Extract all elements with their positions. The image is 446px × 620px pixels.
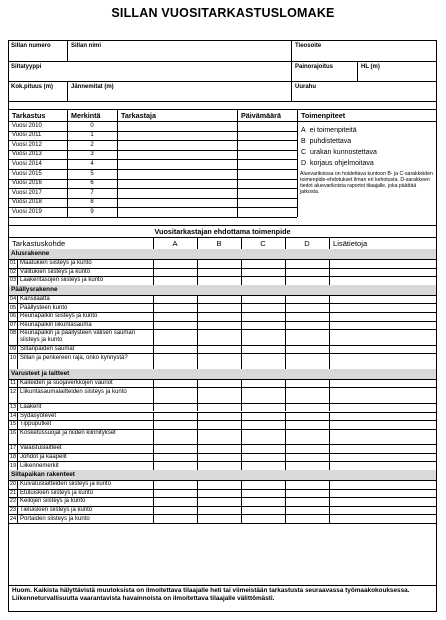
check-cell[interactable] xyxy=(154,429,197,445)
notes-cell[interactable] xyxy=(330,259,435,268)
bridge-number-field[interactable]: Sillan numero xyxy=(11,43,51,49)
notes-cell[interactable] xyxy=(330,329,435,345)
year-cell: Vuosi 2011 xyxy=(12,132,42,139)
check-cell[interactable] xyxy=(242,387,285,403)
check-cell[interactable] xyxy=(286,379,329,388)
check-cell[interactable] xyxy=(198,412,241,421)
check-cell[interactable] xyxy=(198,497,241,506)
check-cell[interactable] xyxy=(198,403,241,412)
section-header xyxy=(9,470,436,480)
item-label: Päällysteen kunto xyxy=(20,304,68,311)
check-cell[interactable] xyxy=(154,403,197,412)
section-header xyxy=(9,285,436,295)
check-cell[interactable] xyxy=(154,461,197,470)
item-label: Laakerit xyxy=(20,404,42,411)
check-cell[interactable] xyxy=(242,276,285,285)
check-cell[interactable] xyxy=(286,461,329,470)
check-cell[interactable] xyxy=(242,268,285,277)
col-item: Tarkastuskohde xyxy=(12,239,66,248)
check-cell[interactable] xyxy=(198,489,241,498)
check-cell[interactable] xyxy=(286,321,329,330)
spans-field[interactable]: Jännemitat (m) xyxy=(71,84,114,90)
item-number: 03 xyxy=(9,277,17,284)
hl-field[interactable]: HL (m) xyxy=(361,64,380,70)
contract-field[interactable]: Uurahu xyxy=(295,84,316,90)
notes-cell[interactable] xyxy=(330,514,435,523)
col-inspection: Tarkastus xyxy=(12,111,46,120)
item-label: Kosketussuojat ja niiden kiinnitykset xyxy=(20,429,116,436)
check-cell[interactable] xyxy=(198,506,241,515)
check-cell[interactable] xyxy=(286,506,329,515)
check-cell[interactable] xyxy=(154,312,197,321)
mark-cell: 5 xyxy=(90,170,94,177)
item-number: 01 xyxy=(9,260,17,267)
check-cell[interactable] xyxy=(198,303,241,312)
col-d: D xyxy=(304,239,310,248)
check-cell[interactable] xyxy=(198,429,241,445)
check-cell[interactable] xyxy=(242,461,285,470)
check-cell[interactable] xyxy=(242,420,285,429)
item-label: Liikuntasaumalaitteiden siisteys ja kunto xyxy=(20,388,127,395)
notes-cell[interactable] xyxy=(330,321,435,330)
actions-note: Aluevarikoissa on hoidettava kuntoon B- ja C-sarakkeiden toimenpide-ehdotukset ilman eri kehotusta. D-sarakkeen tiedot aluevarikoista raportoi tilaajalle, joka päättää jatkosta. xyxy=(300,171,433,195)
bridge-name-field[interactable]: Sillan nimi xyxy=(71,43,102,49)
year-cell: Vuosi 2015 xyxy=(12,170,42,177)
notes-cell[interactable] xyxy=(330,420,435,429)
section-title: Alusrakenne xyxy=(11,250,50,257)
notes-cell[interactable] xyxy=(330,379,435,388)
col-a: A xyxy=(172,239,178,248)
proposal-header: Vuositarkastajan ehdottama toimenpide xyxy=(154,227,291,236)
check-cell[interactable] xyxy=(286,453,329,462)
bridge-type-field[interactable]: Siltatyyppi xyxy=(11,64,42,70)
item-label: Laakeritasojen siisteys ja kunto xyxy=(20,277,104,284)
check-cell[interactable] xyxy=(242,497,285,506)
year-cell: Vuosi 2019 xyxy=(12,208,42,215)
check-cell[interactable] xyxy=(154,259,197,268)
length-field[interactable]: Kok.pituus (m) xyxy=(11,84,53,90)
check-cell[interactable] xyxy=(198,379,241,388)
item-number: 13 xyxy=(9,404,17,411)
check-cell[interactable] xyxy=(286,403,329,412)
check-cell[interactable] xyxy=(242,480,285,489)
check-cell[interactable] xyxy=(286,429,329,445)
check-cell[interactable] xyxy=(154,514,197,523)
item-number: 16 xyxy=(9,429,17,436)
mark-cell: 8 xyxy=(90,199,94,206)
check-cell[interactable] xyxy=(154,295,197,304)
check-cell[interactable] xyxy=(154,379,197,388)
col-actions: Toimenpiteet xyxy=(301,111,346,120)
item-label: Valaistuslaitteet xyxy=(20,445,62,452)
check-cell[interactable] xyxy=(198,461,241,470)
notes-cell[interactable] xyxy=(330,506,435,515)
item-number: 02 xyxy=(9,268,17,275)
item-number: 17 xyxy=(9,445,17,452)
item-label: Reunapalkin ja päällysteen välisen sauman siisteys ja kunto xyxy=(20,330,136,343)
notes-cell[interactable] xyxy=(330,268,435,277)
check-cell[interactable] xyxy=(154,268,197,277)
item-label: Reunapalkin siisteys ja kunto xyxy=(20,313,98,320)
col-date: Päivämäärä xyxy=(241,111,281,120)
check-cell[interactable] xyxy=(286,329,329,345)
check-cell[interactable] xyxy=(242,329,285,345)
year-cell: Vuosi 2012 xyxy=(12,141,42,148)
notes-cell[interactable] xyxy=(330,497,435,506)
check-cell[interactable] xyxy=(154,480,197,489)
col-c: C xyxy=(260,239,266,248)
check-cell[interactable] xyxy=(154,444,197,453)
item-number: 10 xyxy=(9,354,17,361)
item-label: Liikennemerkit xyxy=(20,462,59,469)
check-cell[interactable] xyxy=(242,345,285,354)
check-cell[interactable] xyxy=(154,345,197,354)
check-cell[interactable] xyxy=(286,514,329,523)
check-cell[interactable] xyxy=(242,303,285,312)
check-cell[interactable] xyxy=(286,489,329,498)
check-cell[interactable] xyxy=(286,387,329,403)
notes-cell[interactable] xyxy=(330,303,435,312)
check-cell[interactable] xyxy=(242,506,285,515)
section-header xyxy=(9,249,436,259)
check-cell[interactable] xyxy=(154,420,197,429)
check-cell[interactable] xyxy=(198,345,241,354)
item-label: Keilojen siisteys ja kunto xyxy=(20,498,86,505)
year-cell: Vuosi 2016 xyxy=(12,180,42,187)
check-cell[interactable] xyxy=(154,303,197,312)
item-number: 24 xyxy=(9,515,17,522)
check-cell[interactable] xyxy=(286,353,329,369)
notes-cell[interactable] xyxy=(330,480,435,489)
check-cell[interactable] xyxy=(154,489,197,498)
item-number: 21 xyxy=(9,489,17,496)
item-number: 06 xyxy=(9,313,17,320)
check-cell[interactable] xyxy=(198,387,241,403)
item-label: Tippuputket xyxy=(20,421,52,428)
notes-cell[interactable] xyxy=(330,412,435,421)
action-a: A ei toimenpiteitä xyxy=(301,127,357,134)
check-cell[interactable] xyxy=(242,444,285,453)
item-number: 15 xyxy=(9,421,17,428)
check-cell[interactable] xyxy=(154,387,197,403)
item-number: 08 xyxy=(9,330,17,337)
page-title: SILLAN VUOSITARKASTUSLOMAKE xyxy=(111,6,335,20)
check-cell[interactable] xyxy=(198,312,241,321)
check-cell[interactable] xyxy=(198,329,241,345)
check-cell[interactable] xyxy=(242,295,285,304)
check-cell[interactable] xyxy=(286,497,329,506)
check-cell[interactable] xyxy=(242,321,285,330)
check-cell[interactable] xyxy=(242,353,285,369)
check-cell[interactable] xyxy=(242,403,285,412)
notes-cell[interactable] xyxy=(330,444,435,453)
check-cell[interactable] xyxy=(286,295,329,304)
item-number: 05 xyxy=(9,304,17,311)
check-cell[interactable] xyxy=(198,321,241,330)
check-cell[interactable] xyxy=(154,353,197,369)
check-cell[interactable] xyxy=(198,259,241,268)
check-cell[interactable] xyxy=(242,379,285,388)
item-number: 09 xyxy=(9,345,17,352)
check-cell[interactable] xyxy=(198,295,241,304)
check-cell[interactable] xyxy=(242,259,285,268)
mark-cell: 7 xyxy=(90,189,94,196)
col-inspector: Tarkastaja xyxy=(121,111,157,120)
check-cell[interactable] xyxy=(242,429,285,445)
check-cell[interactable] xyxy=(198,480,241,489)
notes-cell[interactable] xyxy=(330,312,435,321)
section-title: Päällysrakenne xyxy=(11,285,58,293)
year-cell: Vuosi 2018 xyxy=(12,199,42,206)
notes-cell[interactable] xyxy=(330,489,435,498)
section-header xyxy=(9,369,436,379)
item-label: Johdot ja kaapelit xyxy=(20,454,67,460)
action-d: D korjaus ohjelmoitava xyxy=(301,160,374,167)
check-cell[interactable] xyxy=(286,276,329,285)
check-cell[interactable] xyxy=(198,514,241,523)
section-title: Siltapaikan rakenteet xyxy=(11,471,75,478)
check-cell[interactable] xyxy=(198,276,241,285)
item-number: 23 xyxy=(9,507,17,513)
check-cell[interactable] xyxy=(154,276,197,285)
notes-cell[interactable] xyxy=(330,387,435,403)
check-cell[interactable] xyxy=(286,480,329,489)
item-number: 12 xyxy=(9,388,17,395)
check-cell[interactable] xyxy=(154,497,197,506)
check-cell[interactable] xyxy=(198,268,241,277)
check-cell[interactable] xyxy=(198,420,241,429)
check-cell[interactable] xyxy=(198,453,241,462)
check-cell[interactable] xyxy=(286,412,329,421)
check-cell[interactable] xyxy=(286,259,329,268)
item-label: Kuivatuslaitteiden siisteys ja kunto xyxy=(20,481,112,488)
check-cell[interactable] xyxy=(242,453,285,462)
item-number: 22 xyxy=(9,498,17,505)
section-title: Varusteet ja laitteet xyxy=(11,369,70,377)
notes-cell[interactable] xyxy=(330,403,435,412)
check-cell[interactable] xyxy=(198,353,241,369)
check-cell[interactable] xyxy=(154,453,197,462)
check-cell[interactable] xyxy=(286,444,329,453)
check-cell[interactable] xyxy=(154,329,197,345)
year-cell: Vuosi 2014 xyxy=(12,160,42,167)
notes-cell[interactable] xyxy=(330,353,435,369)
notes-cell[interactable] xyxy=(330,453,435,462)
notes-cell[interactable] xyxy=(330,345,435,354)
year-cell: Vuosi 2010 xyxy=(12,122,42,129)
item-label: Kansilaatta xyxy=(20,296,50,302)
notes-cell[interactable] xyxy=(330,276,435,285)
item-number: 07 xyxy=(9,321,17,328)
notes-cell[interactable] xyxy=(330,461,435,470)
road-address-field[interactable]: Tieosoite xyxy=(295,43,322,49)
action-b: B puhdistettava xyxy=(301,138,352,145)
check-cell[interactable] xyxy=(286,268,329,277)
item-label: Siltanpäiden saumat xyxy=(20,345,75,352)
check-cell[interactable] xyxy=(286,420,329,429)
check-cell[interactable] xyxy=(154,506,197,515)
item-label: Sillan ja penkereen raja, onko kynnystä? xyxy=(20,354,128,361)
item-number: 20 xyxy=(9,481,17,488)
item-number: 04 xyxy=(9,296,17,302)
item-label: Kaiteiden ja suojaverkkojen vauriot xyxy=(20,380,113,386)
item-label: Välitukien siisteys ja kunto xyxy=(20,268,91,275)
item-label: Etuluiskien siisteys ja kunto xyxy=(20,489,94,496)
item-label: Maatukien siisteys ja kunto xyxy=(20,260,92,267)
item-label: Tieluiskien siisteys ja kunto xyxy=(20,507,93,513)
mark-cell: 1 xyxy=(90,132,94,139)
mark-cell: 2 xyxy=(90,141,94,148)
check-cell[interactable] xyxy=(286,312,329,321)
item-number: 19 xyxy=(9,462,17,469)
col-mark: Merkintä xyxy=(71,111,101,120)
check-cell[interactable] xyxy=(286,345,329,354)
mark-cell: 3 xyxy=(90,151,94,158)
year-cell: Vuosi 2017 xyxy=(12,189,42,196)
check-cell[interactable] xyxy=(242,312,285,321)
item-number: 14 xyxy=(9,412,17,419)
check-cell[interactable] xyxy=(242,489,285,498)
item-number: 18 xyxy=(9,454,17,460)
year-cell: Vuosi 2013 xyxy=(12,151,42,158)
col-b: B xyxy=(216,239,222,248)
footer-note: Huom. Kaikista hälyttävistä muutoksista on ilmoitettava tilaajalle heti tai viimeistään tarkastusta seuraavassa työmaakokouksessa. Liikenneturvallisuutta vaarantavista havainnoista on ilmoitettava tilaajalle välittömästi. xyxy=(12,587,410,602)
col-extra: Lisätietoja xyxy=(333,239,368,248)
mark-cell: 0 xyxy=(90,122,94,129)
check-cell[interactable] xyxy=(242,514,285,523)
mark-cell: 9 xyxy=(90,208,94,215)
item-number: 11 xyxy=(10,380,16,386)
notes-cell[interactable] xyxy=(330,295,435,304)
item-label: Reunapalkin liikuntasauma xyxy=(20,321,92,328)
check-cell[interactable] xyxy=(154,321,197,330)
load-limit-field[interactable]: Painorajoitus xyxy=(295,64,334,70)
action-c: C urakan kunnostettava xyxy=(301,149,377,156)
check-cell[interactable] xyxy=(242,412,285,421)
check-cell[interactable] xyxy=(154,412,197,421)
mark-cell: 4 xyxy=(90,160,94,167)
check-cell[interactable] xyxy=(198,444,241,453)
item-label: Sydäsyötevet xyxy=(20,412,57,419)
check-cell[interactable] xyxy=(286,303,329,312)
inspection-form xyxy=(8,40,437,612)
mark-cell: 6 xyxy=(90,180,94,187)
notes-cell[interactable] xyxy=(330,429,435,445)
item-label: Portaiden siisteys ja kunto xyxy=(20,515,90,522)
